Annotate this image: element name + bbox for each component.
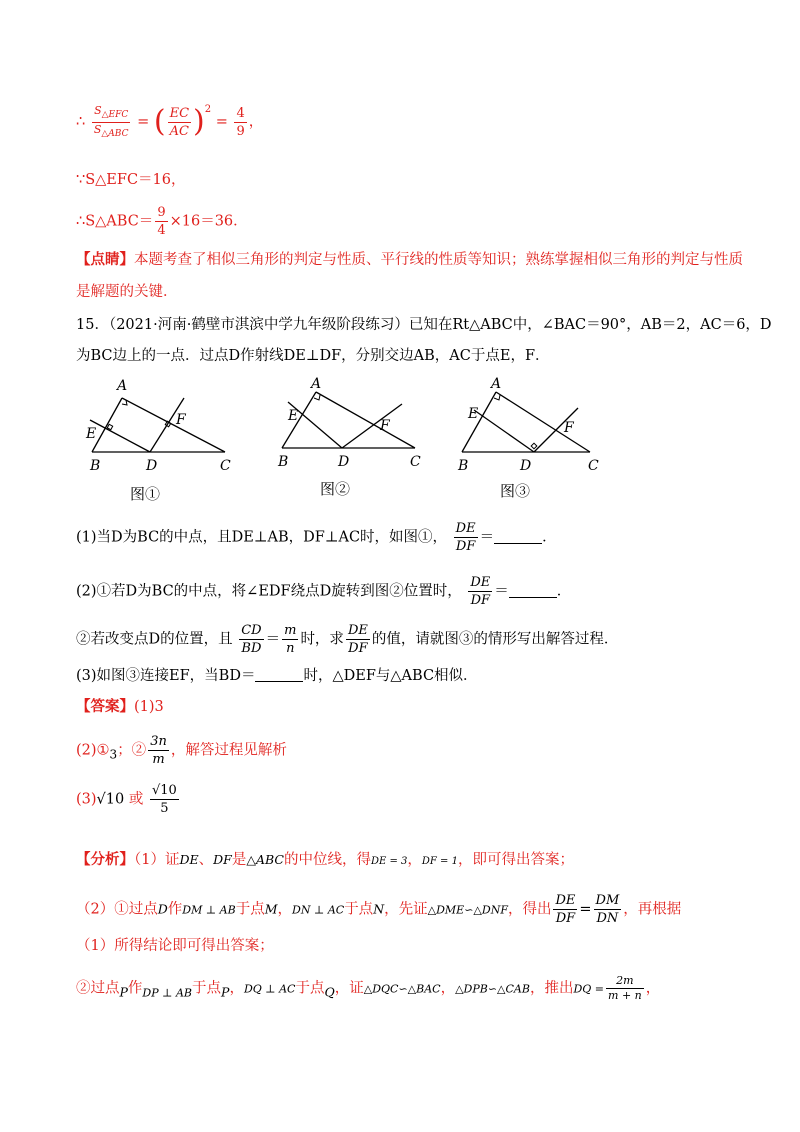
dianjing-line-1: 【点睛】本题考查了相似三角形的判定与性质、平行线的性质等知识；熟练掌握相似三角形的判定与性质 [76,251,743,268]
fig3-label-D: D [520,458,532,474]
result-fraction: $\frac{4}{9}$ [236,105,245,139]
fig2-label-F: F [380,418,390,434]
dianjing-label: 【点睛】 [76,251,134,268]
figure-2 [270,376,430,498]
figure-2-caption: 图② [320,480,351,498]
fig1-label-E: E [86,426,97,442]
figure-1 [80,378,240,503]
q3-answer-blank[interactable] [255,669,303,682]
fig2-label-C: C [410,454,421,470]
answer-line-1: 【答案】(1)3 [76,698,164,715]
answer-line-2: $(2)①_3$；② $\frac{3n}{m}$ ，解答过程见解析 [76,734,287,767]
solution-ratio-line: ∴ $\frac{S_{\triangle EFC}}{S_{\triangle ABC}}$ = ( $\frac{EC}{AC}$ )$^2$ = $\frac{4}{9}$ ， [76,103,264,139]
fig2-label-A: A [310,376,322,392]
fig3-label-F: F [564,420,574,436]
fig3-label-C: C [588,458,599,474]
analysis-line-2: （2）①过点D作DM ⊥ AB于点M，DN ⊥ AC于点N，先证△DME∽△DNF，得出 $\frac{DE}{DF}$ = $\frac{DM}{DN}$ ，再根据 [76,893,682,926]
question-2-1: (2)①若D为BC的中点，将∠EDF绕点D旋转到图②位置时， $\frac{DE}{DF}$ ＝ ． [76,575,572,608]
fig1-label-A: A [116,378,128,394]
answer-label: 【答案】 [76,698,134,715]
fig3-label-E: E [468,406,479,422]
fig1-label-D: D [146,458,158,474]
problem-stem-line-2: 为BC边上的一点．过点D作射线DE⊥DF，分别交边AB，AC于点E，F． [76,348,550,364]
solution-given-line: ∵S△EFC＝16， [76,172,186,188]
analysis-line-1: 【分析】（1）证DE、DF是△ABC的中位线，得DE = 3，DF = 1，即可得出答案； [76,851,574,868]
fig1-label-C: C [220,458,231,474]
side-ratio-fraction: $\frac{EC}{AC}$ [169,105,190,139]
analysis-label: 【分析】 [76,851,134,868]
fig3-label-B: B [458,458,469,474]
figure-1-diagram [80,378,240,478]
fig1-label-B: B [90,458,101,474]
fig2-label-B: B [278,454,289,470]
fig2-label-D: D [338,454,350,470]
figure-3 [450,376,610,500]
figure-3-diagram [450,378,610,478]
fig3-label-A: A [490,376,502,392]
figure-1-caption: 图① [130,485,161,503]
problem-stem-line-1: 15．（2021·河南·鹤壁市淇滨中学九年级阶段练习）已知在Rt△ABC中，∠BAC＝90°，AB＝2，AC＝6，D [76,317,772,333]
q2-answer-blank[interactable] [509,585,557,598]
analysis-line-3: （1）所得结论即可得出答案； [76,938,274,954]
fig1-label-F: F [176,412,186,428]
figure-3-caption: 图③ [500,482,531,500]
answer-line-3: (3)√10 或 $\frac{√10}{5}$ [76,783,177,816]
question-1: (1)当D为BC的中点，且DE⊥AB，DF⊥AC时，如图①， $\frac{DE}{DF}$ ＝ ． [76,521,557,554]
analysis-line-4: ②过点P作$_{DP \perp AB}$于点P，DQ ⊥ AC于点Q，证△DQC∽△BAC，△DPB∽△CAB，推出DQ = $\frac{2m}{m + n}$ ， [76,974,661,1002]
question-3: (3)如图③连接EF，当BD＝ 时，△DEF与△ABC相似． [76,668,478,684]
figure-2-diagram [270,378,430,478]
q1-answer-blank[interactable] [494,531,542,544]
area-ratio-fraction: $\frac{S_{\triangle EFC}}{S_{\triangle ABC}}$ [93,103,129,139]
solution-result-line: ∴S△ABC＝ $\frac{9}{4}$ ×16＝36． [76,205,248,238]
question-2-2: ②若改变点D的位置，且 $\frac{CD}{BD}$ ＝ $\frac{m}{n}$ 时，求 $\frac{DE}{DF}$ 的值，请就图③的情形写出解答过程． [76,623,619,656]
dianjing-line-2: 是解题的关键． [76,284,178,300]
fig2-label-E: E [288,408,299,424]
